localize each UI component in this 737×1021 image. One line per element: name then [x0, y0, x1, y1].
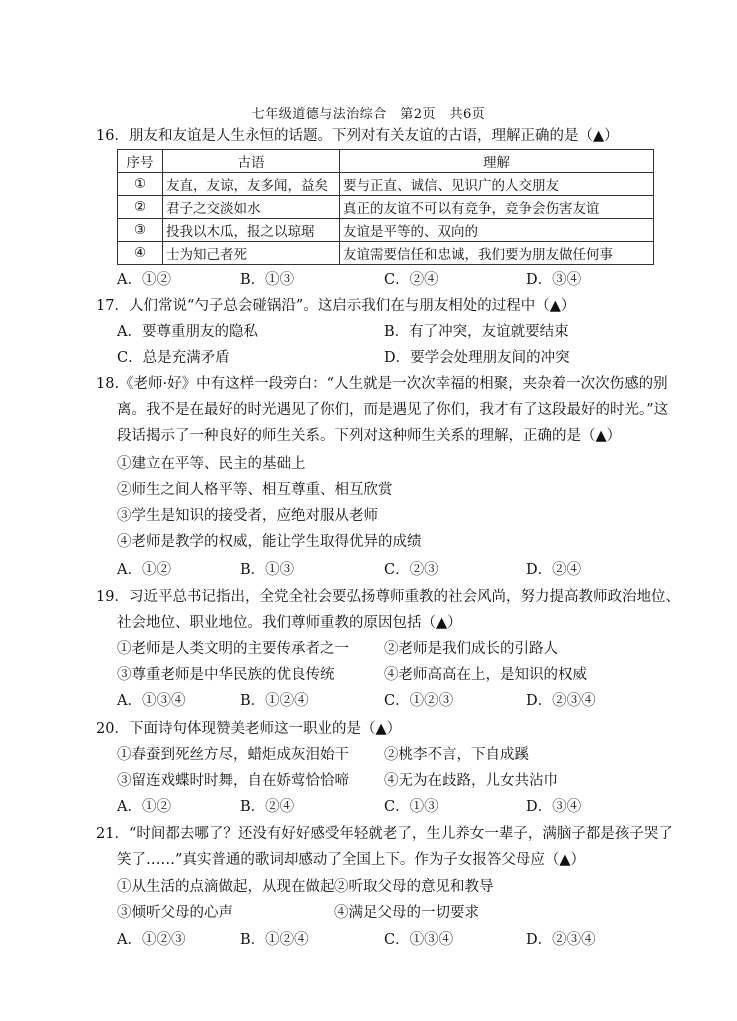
q16-option-d[interactable]: D．③④ [526, 272, 582, 288]
table-header-row [118, 150, 654, 173]
q17-option-b[interactable]: B．有了冲突，友谊就要结束 [384, 324, 569, 340]
q20-option-d[interactable]: D．③④ [526, 799, 582, 815]
q21-option-b[interactable]: B．①②④ [240, 932, 309, 948]
q16-table [117, 149, 654, 265]
q19-stem-line: 社会地位、职业地位。我们尊师重教的原因包括（▲） [117, 615, 462, 631]
col-header-meaning: 理解 [340, 150, 654, 173]
q21-item: ③倾听父母的心声 [117, 905, 233, 921]
cell-saying: 投我以木瓜，报之以琼琚 [163, 219, 340, 242]
cell-saying: 友直，友谅，友多闻，益矣 [163, 173, 340, 196]
q18-stem-line: 段话揭示了一种良好的师生关系。下列对这种师生关系的理解，正确的是（▲） [117, 428, 622, 444]
q19-item: ③尊重老师是中华民族的优良传统 [117, 667, 335, 683]
q18-item: ①建立在平等、民主的基础上 [117, 456, 306, 472]
cell-no: ② [118, 196, 163, 219]
table-row [118, 219, 654, 242]
cell-no: ④ [118, 242, 163, 265]
table-row [118, 173, 654, 196]
q20-option-a[interactable]: A．①② [117, 799, 171, 815]
q20-option-c[interactable]: C．①③ [384, 799, 439, 815]
q16-stem: 16．朋友和友谊是人生永恒的话题。下列对有关友谊的古语，理解正确的是（▲） [96, 128, 619, 144]
q20-item: ④无为在歧路，儿女共沾巾 [384, 773, 558, 789]
q21-item: ②听取父母的意见和教导 [334, 879, 494, 895]
q16-option-b[interactable]: B．①③ [240, 272, 295, 288]
page-header: 七年级道德与法治综合 第2页 共6页 [251, 107, 486, 122]
q17-option-a[interactable]: A．要尊重朋友的隐私 [117, 324, 258, 340]
q18-item: ③学生是知识的接受者，应绝对服从老师 [117, 508, 378, 524]
q19-item: ①老师是人类文明的主要传承者之一 [117, 641, 349, 657]
q20-item: ②桃李不言，下自成蹊 [384, 747, 529, 763]
cell-meaning: 友谊需要信任和忠诚，我们要为朋友做任何事 [340, 242, 654, 265]
q18-item: ④老师是教学的权威，能让学生取得优异的成绩 [117, 534, 422, 550]
q17-option-d[interactable]: D．要学会处理朋友间的冲突 [384, 350, 570, 366]
q21-stem-line: 21．“时间都去哪了？还没有好好感受年轻就老了，生儿养女一辈子，满脑子都是孩子哭了 [96, 826, 673, 842]
cell-meaning: 真正的友谊不可以有竞争，竞争会伤害友谊 [340, 196, 654, 219]
col-header-saying: 古语 [163, 150, 340, 173]
q21-stem-line: 笑了……”真实普通的歌词却感动了全国上下。作为子女报答父母应（▲） [117, 852, 586, 868]
q18-option-d[interactable]: D．②④ [526, 562, 582, 578]
q20-item: ③留连戏蝶时时舞，自在娇莺恰恰啼 [117, 773, 349, 789]
q18-option-a[interactable]: A．①② [117, 562, 171, 578]
q21-item: ①从生活的点滴做起，从现在做起 [117, 879, 335, 895]
cell-no: ③ [118, 219, 163, 242]
cell-no: ① [118, 173, 163, 196]
q18-option-b[interactable]: B．①③ [240, 562, 295, 578]
q19-option-c[interactable]: C．①②③ [384, 693, 454, 709]
col-header-no: 序号 [118, 150, 163, 173]
q19-option-a[interactable]: A．①③④ [117, 693, 186, 709]
q16-option-a[interactable]: A．①② [117, 272, 171, 288]
q18-option-c[interactable]: C．②③ [384, 562, 439, 578]
q20-stem: 20．下面诗句体现赞美老师这一职业的是（▲） [96, 721, 402, 737]
table-row [118, 242, 654, 265]
cell-saying: 士为知己者死 [163, 242, 340, 265]
q19-item: ④老师高高在上，是知识的权威 [384, 667, 587, 683]
cell-meaning: 要与正直、诚信、见识广的人交朋友 [340, 173, 654, 196]
q19-option-b[interactable]: B．①②④ [240, 693, 309, 709]
q20-item: ①春蚕到死丝方尽，蜡炬成灰泪始干 [117, 747, 349, 763]
q18-item: ②师生之间人格平等、相互尊重、相互欣赏 [117, 482, 393, 498]
cell-meaning: 友谊是平等的、双向的 [340, 219, 654, 242]
q21-option-d[interactable]: D．②③④ [526, 932, 596, 948]
q21-item: ④满足父母的一切要求 [334, 905, 479, 921]
q17-stem: 17．人们常说“勺子总会碰锅沿”。这启示我们在与朋友相处的过程中（▲） [96, 298, 576, 314]
q18-stem-line: 离。我不是在最好的时光遇见了你们，而是遇见了你们，我才有了这段最好的时光。”这 [117, 402, 669, 418]
q19-stem-line: 19．习近平总书记指出，全党全社会要弘扬尊师重教的社会风尚，努力提高教师政治地位、 [96, 589, 680, 605]
q17-option-c[interactable]: C．总是充满矛盾 [117, 350, 230, 366]
table-row [118, 196, 654, 219]
q16-option-c[interactable]: C．②④ [384, 272, 439, 288]
q21-option-c[interactable]: C．①③④ [384, 932, 454, 948]
cell-saying: 君子之交淡如水 [163, 196, 340, 219]
q18-stem-line: 18.《老师·好》中有这样一段旁白：“人生就是一次次幸福的相聚，夹杂着一次次伤感的别 [96, 376, 668, 392]
q20-option-b[interactable]: B．②④ [240, 799, 295, 815]
q19-item: ②老师是我们成长的引路人 [384, 641, 558, 657]
q19-option-d[interactable]: D．②③④ [526, 693, 596, 709]
q21-option-a[interactable]: A．①②③ [117, 932, 186, 948]
